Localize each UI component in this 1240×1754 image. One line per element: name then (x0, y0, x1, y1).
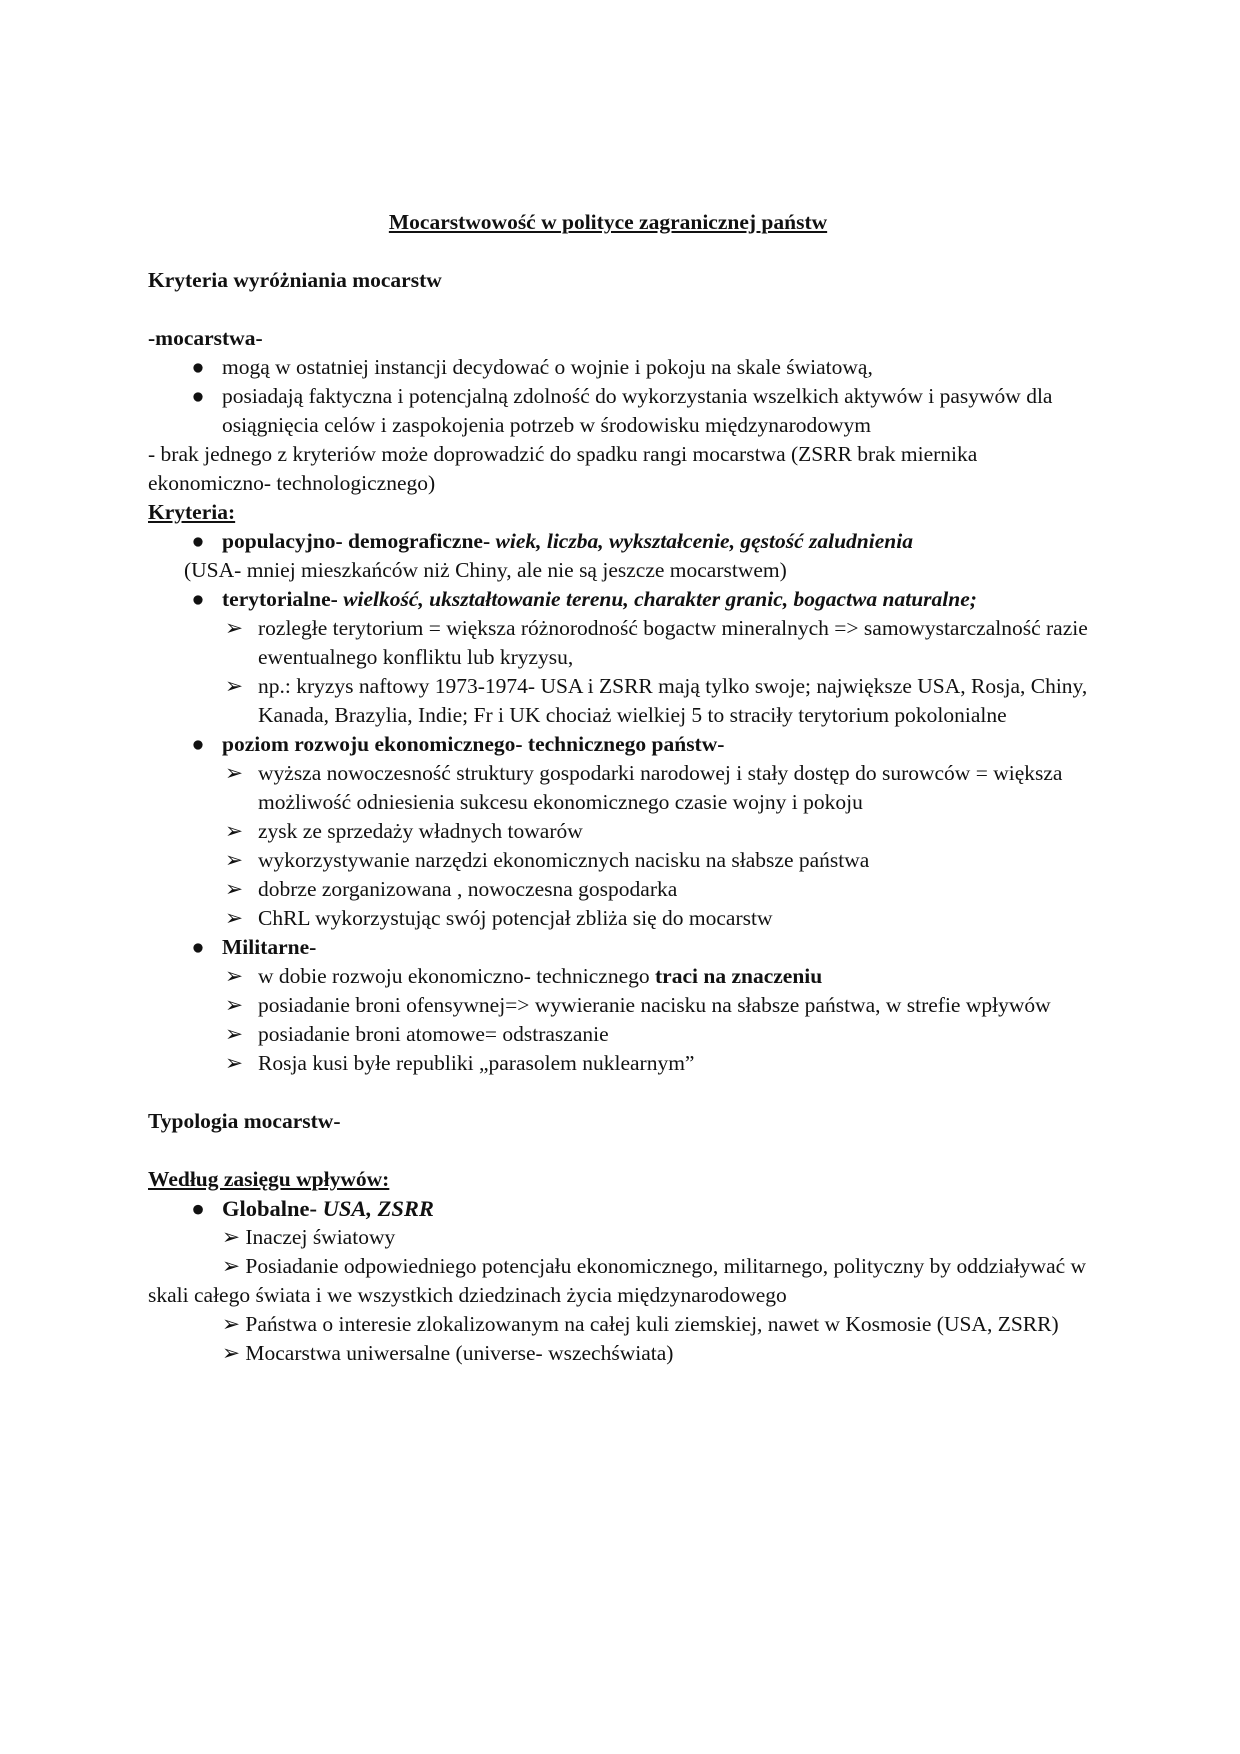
list-item (148, 1049, 1098, 1078)
list-item (148, 382, 1098, 440)
note-paragraph: - brak jednego z kryteriów może doprowadzić do spadku rangi mocarstwa (ZSRR brak miernika ekonomiczno- technologicznego) (148, 442, 978, 495)
sub-item-text: Inaczej światowy (245, 1225, 396, 1249)
sub-item-text: wyższa nowoczesność struktury gospodarki narodowej i stały dostęp do surowców = większa możliwość odniesienia sukcesu ekonomicznego czasie wojny i pokoju (258, 761, 1063, 814)
sub-item-text: Rosja kusi byłe republiki „parasolem nuklearnym” (258, 1051, 695, 1075)
sub-item-text: Państwa o interesie zlokalizowanym na całej kuli ziemskiej, nawet w Kosmosie (USA, ZSRR) (245, 1312, 1059, 1336)
typology-type-examples: USA, ZSRR (322, 1196, 434, 1221)
list-item (148, 933, 1098, 962)
arrow-bullet-icon: ➢ (224, 906, 243, 930)
sub-item-text: Posiadanie odpowiedniego potencjału ekonomicznego, militarnego, polityczny by oddziaływać w skali całego świata i we wszystkich dziedzinach życia międzynarodowego (148, 1254, 1087, 1307)
criterion-note: (USA- mniej mieszkańców niż Chiny, ale nie są jeszcze mocarstwem) (184, 558, 787, 582)
section-heading-criteria: Kryteria wyróżniania mocarstw (148, 268, 442, 292)
list-item (148, 585, 1098, 614)
arrow-bullet-icon: ➢ (224, 616, 243, 640)
arrow-bullet-icon: ➢ (224, 761, 243, 785)
list-item (148, 614, 1098, 672)
criterion-details: wielkość, ukształtowanie terenu, charakter granic, bogactwa naturalne; (343, 587, 977, 611)
list-item (148, 1339, 1098, 1368)
list-item (148, 1252, 1098, 1310)
typology-type-name: Globalne- (222, 1196, 323, 1221)
bullet-icon: ● (191, 587, 205, 611)
sub-item-text: rozległe terytorium = większa różnorodność bogactw mineralnych => samowystarczalność razie ewentualnego konfliktu lub kryzysu, (258, 616, 1088, 669)
list-item (148, 817, 1098, 846)
sub-item-text: wykorzystywanie narzędzi ekonomicznych nacisku na słabsze państwa (258, 848, 870, 872)
list-item (148, 353, 1098, 382)
criterion-name: Militarne- (222, 935, 317, 959)
list-item (148, 730, 1098, 759)
criterion-details: wiek, liczba, wykształcenie, gęstość zaludnienia (495, 529, 913, 553)
list-item (148, 991, 1098, 1020)
sub-item-emphasis: traci na znaczeniu (655, 964, 823, 988)
bullet-icon: ● (191, 384, 205, 408)
mocarstwa-label: -mocarstwa- (148, 326, 263, 350)
list-item (148, 846, 1098, 875)
arrow-bullet-icon: ➢ (224, 964, 243, 988)
document-page (148, 208, 1098, 1368)
bullet-icon: ● (191, 935, 205, 959)
criterion-name: poziom rozwoju ekonomicznego- technicznego państw- (222, 732, 725, 756)
list-item (148, 1194, 1098, 1223)
arrow-bullet-icon: ➢ (224, 674, 243, 698)
page-title: Mocarstwowość w polityce zagranicznej państw (388, 210, 828, 234)
sub-item-text: Mocarstwa uniwersalne (universe- wszechświata) (245, 1341, 674, 1365)
bullet-text: posiadają faktyczna i potencjalną zdolność do wykorzystania wszelkich aktywów i pasywów dla osiągnięcia celów i zaspokojenia potrzeb w środowisku międzynarodowym (222, 384, 1053, 437)
list-item (148, 1020, 1098, 1049)
arrow-bullet-icon: ➢ (224, 993, 243, 1017)
arrow-bullet-icon: ➢ (222, 1312, 241, 1336)
arrow-bullet-icon: ➢ (224, 848, 243, 872)
list-item (148, 904, 1098, 933)
kryteria-heading: Kryteria: (148, 500, 236, 524)
sub-item-text: posiadanie broni ofensywnej=> wywieranie nacisku na słabsze państwa, w strefie wpływów (258, 993, 1051, 1017)
section-heading-typology: Typologia mocarstw- (148, 1109, 341, 1133)
arrow-bullet-icon: ➢ (224, 1051, 243, 1075)
list-item (148, 962, 1098, 991)
arrow-bullet-icon: ➢ (222, 1341, 241, 1365)
bullet-icon: ● (191, 1196, 205, 1221)
bullet-icon: ● (191, 732, 205, 756)
list-item (148, 875, 1098, 904)
list-item (148, 672, 1098, 730)
typology-subheading: Według zasięgu wpływów: (148, 1167, 390, 1191)
sub-item-text: zysk ze sprzedaży władnych towarów (258, 819, 583, 843)
sub-item-text: posiadanie broni atomowe= odstraszanie (258, 1022, 609, 1046)
arrow-bullet-icon: ➢ (224, 1022, 243, 1046)
arrow-bullet-icon: ➢ (222, 1225, 241, 1249)
sub-item-text: np.: kryzys naftowy 1973-1974- USA i ZSRR mają tylko swoje; największe USA, Rosja, Chiny, Kanada, Brazylia, Indie; Fr i UK chociaż wielkiej 5 to straciły terytorium pokolonialne (258, 674, 1088, 727)
arrow-bullet-icon: ➢ (224, 877, 243, 901)
sub-item-text: ChRL wykorzystując swój potencjał zbliża się do mocarstw (258, 906, 773, 930)
sub-item-text: w dobie rozwoju ekonomiczno- technicznego (258, 964, 656, 988)
sub-item-text: dobrze zorganizowana , nowoczesna gospodarka (258, 877, 678, 901)
criterion-name: terytorialne- (222, 587, 344, 611)
list-item (148, 1223, 1098, 1252)
criterion-name: populacyjno- demograficzne- (222, 529, 496, 553)
arrow-bullet-icon: ➢ (224, 819, 243, 843)
bullet-text: mogą w ostatniej instancji decydować o wojnie i pokoju na skale światową, (222, 355, 873, 379)
list-item (148, 1310, 1098, 1339)
list-item (148, 527, 1098, 556)
bullet-icon: ● (191, 355, 205, 379)
arrow-bullet-icon: ➢ (222, 1254, 241, 1278)
list-item (148, 759, 1098, 817)
bullet-icon: ● (191, 529, 205, 553)
